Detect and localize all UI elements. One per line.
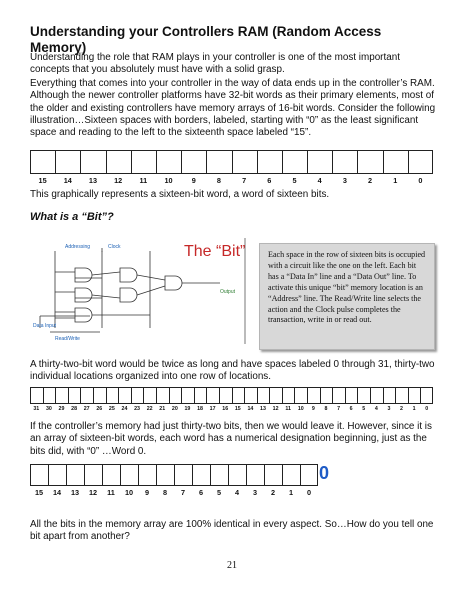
bit-number: 12 [272, 406, 279, 412]
bit-box [257, 150, 282, 174]
bit-number: 15 [234, 406, 241, 412]
bit-box [332, 150, 357, 174]
bit-number: 5 [362, 406, 366, 412]
bit-box [55, 387, 68, 404]
bit-number: 11 [107, 488, 115, 497]
bit-box [84, 464, 102, 486]
bit-box [156, 464, 174, 486]
word-zero-label: 0 [319, 463, 330, 483]
bit-cell [332, 150, 357, 186]
bit-box [269, 387, 282, 404]
bit-box [282, 150, 307, 174]
bit-box [93, 387, 106, 404]
bit-box [370, 387, 383, 404]
bit-cell [80, 387, 93, 414]
bit-box [307, 150, 332, 174]
bit-number: 4 [234, 488, 240, 497]
bit-number: 13 [70, 488, 80, 497]
bit-cell [282, 464, 300, 498]
bit-cell [66, 464, 84, 498]
bit-box [232, 150, 257, 174]
bit-cell [320, 387, 333, 414]
bit-cell [420, 387, 433, 414]
bit-number: 7 [180, 488, 186, 497]
bit-cell [383, 387, 396, 414]
bit-number: 4 [317, 176, 322, 185]
bit-box [294, 387, 307, 404]
bit-cell [80, 150, 105, 186]
bit-cell [307, 387, 320, 414]
bit-number: 0 [418, 176, 423, 185]
ram-paragraph: Everything that comes into your controller in the way of data ends up in the controller’s RAM. Although the newer controller platforms have 32-bit words as their primary elements, most of the older and existing controllers have memory arrays of 16-bit words. Consider the following illustration…Sixteen spaces with borders, labeled, starting with “0” as the least significant space and reading to the left to the sixteenth space labeled “15”. [30, 78, 436, 139]
bit-box [244, 387, 257, 404]
bit-cell [332, 387, 345, 414]
bit-number: 1 [412, 406, 416, 412]
bit-number: 14 [52, 488, 62, 497]
bit-number: 2 [368, 176, 373, 185]
bit-cell [257, 150, 282, 186]
bit-box [300, 464, 318, 486]
bit-number: 0 [425, 406, 429, 412]
bit-cell [30, 387, 43, 414]
bit-number: 6 [198, 488, 204, 497]
bit-number: 13 [260, 406, 266, 412]
bit-box [282, 464, 300, 486]
bit-box [320, 387, 333, 404]
bit-cell [93, 387, 106, 414]
bit-cell [345, 387, 358, 414]
bit-box [232, 387, 245, 404]
bit-box [30, 464, 48, 486]
bit-box [332, 387, 345, 404]
bit-box [395, 387, 408, 404]
bit-number: 13 [88, 176, 98, 185]
bit-cell [282, 150, 307, 186]
bit-box [66, 464, 84, 486]
bit-number: 5 [216, 488, 222, 497]
bit-number: 10 [124, 488, 134, 497]
bit-box [131, 387, 144, 404]
bit-cell [357, 150, 382, 186]
word-zero-diagram [30, 464, 318, 498]
closing-question-paragraph: All the bits in the memory array are 100% identical in every aspect. So…How do you tell one bit apart from another? [30, 519, 434, 543]
bit-number: 8 [324, 406, 328, 412]
data-input-label: Data Input [33, 323, 57, 329]
bit-cell [55, 150, 80, 186]
bit-box [383, 387, 396, 404]
bit-number: 30 [45, 406, 52, 412]
bit-number: 9 [191, 176, 196, 185]
bit-box [156, 387, 169, 404]
bit-box [138, 464, 156, 486]
bit-number: 11 [139, 176, 148, 185]
bit-cell [84, 464, 102, 498]
bit-box [345, 387, 358, 404]
bit-cell [131, 150, 156, 186]
bit-cell [395, 387, 408, 414]
sixteen-bit-caption: This graphically represents a sixteen-bit word, a word of sixteen bits. [30, 189, 330, 200]
bit-box [169, 387, 182, 404]
bit-cell [194, 387, 207, 414]
bit-cell [269, 387, 282, 414]
bit-box [219, 387, 232, 404]
bit-number: 14 [63, 176, 72, 185]
bit-cell [106, 150, 131, 186]
bit-number: 9 [144, 488, 150, 497]
bit-cell [30, 464, 48, 498]
bit-number: 31 [33, 406, 40, 412]
bit-box [102, 464, 120, 486]
bit-number: 9 [311, 406, 315, 412]
bit-number: 1 [393, 176, 398, 185]
bit-cell [232, 150, 257, 186]
bit-cell [131, 387, 144, 414]
bit-box [156, 150, 181, 174]
bit-box [143, 387, 156, 404]
page-number: 21 [227, 560, 237, 571]
bit-number: 17 [209, 406, 216, 412]
bit-cell [138, 464, 156, 498]
bit-box [210, 464, 228, 486]
bit-box [48, 464, 66, 486]
read-write-label: Read/Write [55, 336, 80, 342]
addressing-label: Addressing [65, 244, 91, 250]
bit-cell [192, 464, 210, 498]
what-is-a-bit-heading: What is a “Bit”? [30, 211, 114, 223]
bit-number: 11 [285, 406, 291, 412]
bit-number: 7 [242, 176, 247, 185]
bit-cell [210, 464, 228, 498]
bit-box [206, 150, 231, 174]
bit-cell [118, 387, 131, 414]
bit-number: 0 [306, 488, 312, 497]
clock-label: Clock [108, 244, 121, 250]
bit-number: 5 [292, 176, 297, 185]
bit-box [307, 387, 320, 404]
bit-box [192, 464, 210, 486]
bit-number: 18 [197, 406, 203, 412]
bit-cell [181, 387, 194, 414]
bit-box [30, 387, 43, 404]
bit-cell [257, 387, 270, 414]
bit-explanation-box: Each space in the row of sixteen bits is occupied with a circuit like the one on the left. Each bit has a “Data In” line and a “Data Out” line. To activate this unique “bit” memory location is an “Address” line. The Read/Write line selects the action and the Clock pulse completes the transaction, write in or read out. [259, 243, 435, 350]
bit-number: 16 [222, 406, 229, 412]
bit-number: 24 [121, 406, 128, 412]
bit-cell [370, 387, 383, 414]
bit-box [257, 387, 270, 404]
bit-box [246, 464, 264, 486]
bit-box [43, 387, 56, 404]
bit-cell [206, 387, 219, 414]
bit-box [181, 387, 194, 404]
bit-number: 2 [400, 406, 403, 412]
bit-box [206, 387, 219, 404]
bit-cell [43, 387, 56, 414]
bit-box [383, 150, 408, 174]
bit-cell [181, 150, 206, 186]
bit-cell [156, 387, 169, 414]
bit-number: 21 [159, 406, 166, 412]
bit-box [68, 387, 81, 404]
bit-cell [264, 464, 282, 498]
bit-number: 25 [108, 406, 115, 412]
bit-cell [300, 464, 318, 498]
bit-box [174, 464, 192, 486]
bit-cell [357, 387, 370, 414]
bit-box [181, 150, 206, 174]
bit-number: 14 [247, 406, 254, 412]
bit-cell [106, 387, 119, 414]
output-label: Output [220, 289, 236, 295]
bit-number: 7 [337, 406, 341, 412]
bit-number: 3 [342, 176, 347, 185]
bit-cell [120, 464, 138, 498]
bit-number: 4 [374, 406, 378, 412]
bit-cell [156, 464, 174, 498]
bit-box [80, 150, 105, 174]
bit-number: 15 [38, 176, 47, 185]
bit-number: 6 [267, 176, 272, 185]
bit-cell [55, 387, 68, 414]
bit-number: 1 [288, 488, 294, 497]
bit-box [106, 387, 119, 404]
bit-number: 19 [184, 406, 191, 412]
bit-cell [102, 464, 120, 498]
bit-cell [30, 150, 55, 186]
bit-box [420, 387, 433, 404]
bit-number: 2 [270, 488, 276, 497]
bit-cell [219, 387, 232, 414]
bit-number: 20 [171, 406, 178, 412]
bit-box [282, 387, 295, 404]
bit-cell [408, 150, 433, 186]
bit-cell [68, 387, 81, 414]
bit-cell [143, 387, 156, 414]
intro-paragraph: Understanding the role that RAM plays in your controller is one of the most important concepts that you absolutely must have with a solid grasp. [30, 52, 400, 76]
bit-box [408, 150, 433, 174]
bit-number: 3 [252, 488, 258, 497]
bit-cell [408, 387, 421, 414]
bit-cell [174, 464, 192, 498]
bit-number: 10 [164, 176, 173, 185]
bit-number: 27 [83, 406, 90, 412]
bit-number: 8 [216, 176, 221, 185]
bit-number: 8 [162, 488, 168, 497]
bit-box [80, 387, 93, 404]
bit-box [408, 387, 421, 404]
bit-number: 6 [349, 406, 353, 412]
bit-number: 12 [88, 488, 98, 497]
bit-cell [156, 150, 181, 186]
bit-cell [294, 387, 307, 414]
bit-number: 22 [146, 406, 153, 412]
thirty-two-bit-word-diagram [30, 387, 433, 414]
bit-box [106, 150, 131, 174]
bit-cell [206, 150, 231, 186]
bit-cell [228, 464, 246, 498]
bit-box [194, 387, 207, 404]
bit-number: 29 [58, 406, 65, 412]
bit-box [131, 150, 156, 174]
bit-cell [244, 387, 257, 414]
word-zero-paragraph: If the controller’s memory had just thirty-two bits, then we would leave it. However, since it is an array of sixteen-bit words, each word has a numerical designation beginning, just as the bits did, with “0” …Word 0. [30, 421, 432, 457]
bit-cell [169, 387, 182, 414]
bit-diagram-title: The “Bit” [184, 243, 246, 260]
bit-box [357, 387, 370, 404]
bit-cell [282, 387, 295, 414]
bit-number: 10 [297, 406, 304, 412]
bit-box [357, 150, 382, 174]
bit-cell [48, 464, 66, 498]
bit-cell [246, 464, 264, 498]
bit-box [120, 464, 138, 486]
bit-number: 3 [387, 406, 391, 412]
bit-cell [307, 150, 332, 186]
bit-box [55, 150, 80, 174]
bit-box [228, 464, 246, 486]
bit-cell [383, 150, 408, 186]
bit-number: 12 [114, 176, 123, 185]
bit-number: 15 [34, 488, 44, 497]
bit-box [30, 150, 55, 174]
bit-box [118, 387, 131, 404]
bit-box [264, 464, 282, 486]
page-title: Understanding your Controllers RAM (Random Access Memory) [30, 24, 382, 55]
sixteen-bit-word-diagram [30, 150, 433, 186]
thirty-two-bit-paragraph: A thirty-two-bit word would be twice as long and have spaces labeled 0 through 31, thirty-two individual locations organized into one row of locations. [30, 359, 435, 383]
bit-number: 28 [71, 406, 78, 412]
bit-number: 23 [134, 406, 140, 412]
bit-cell [232, 387, 245, 414]
bit-number: 26 [96, 406, 103, 412]
